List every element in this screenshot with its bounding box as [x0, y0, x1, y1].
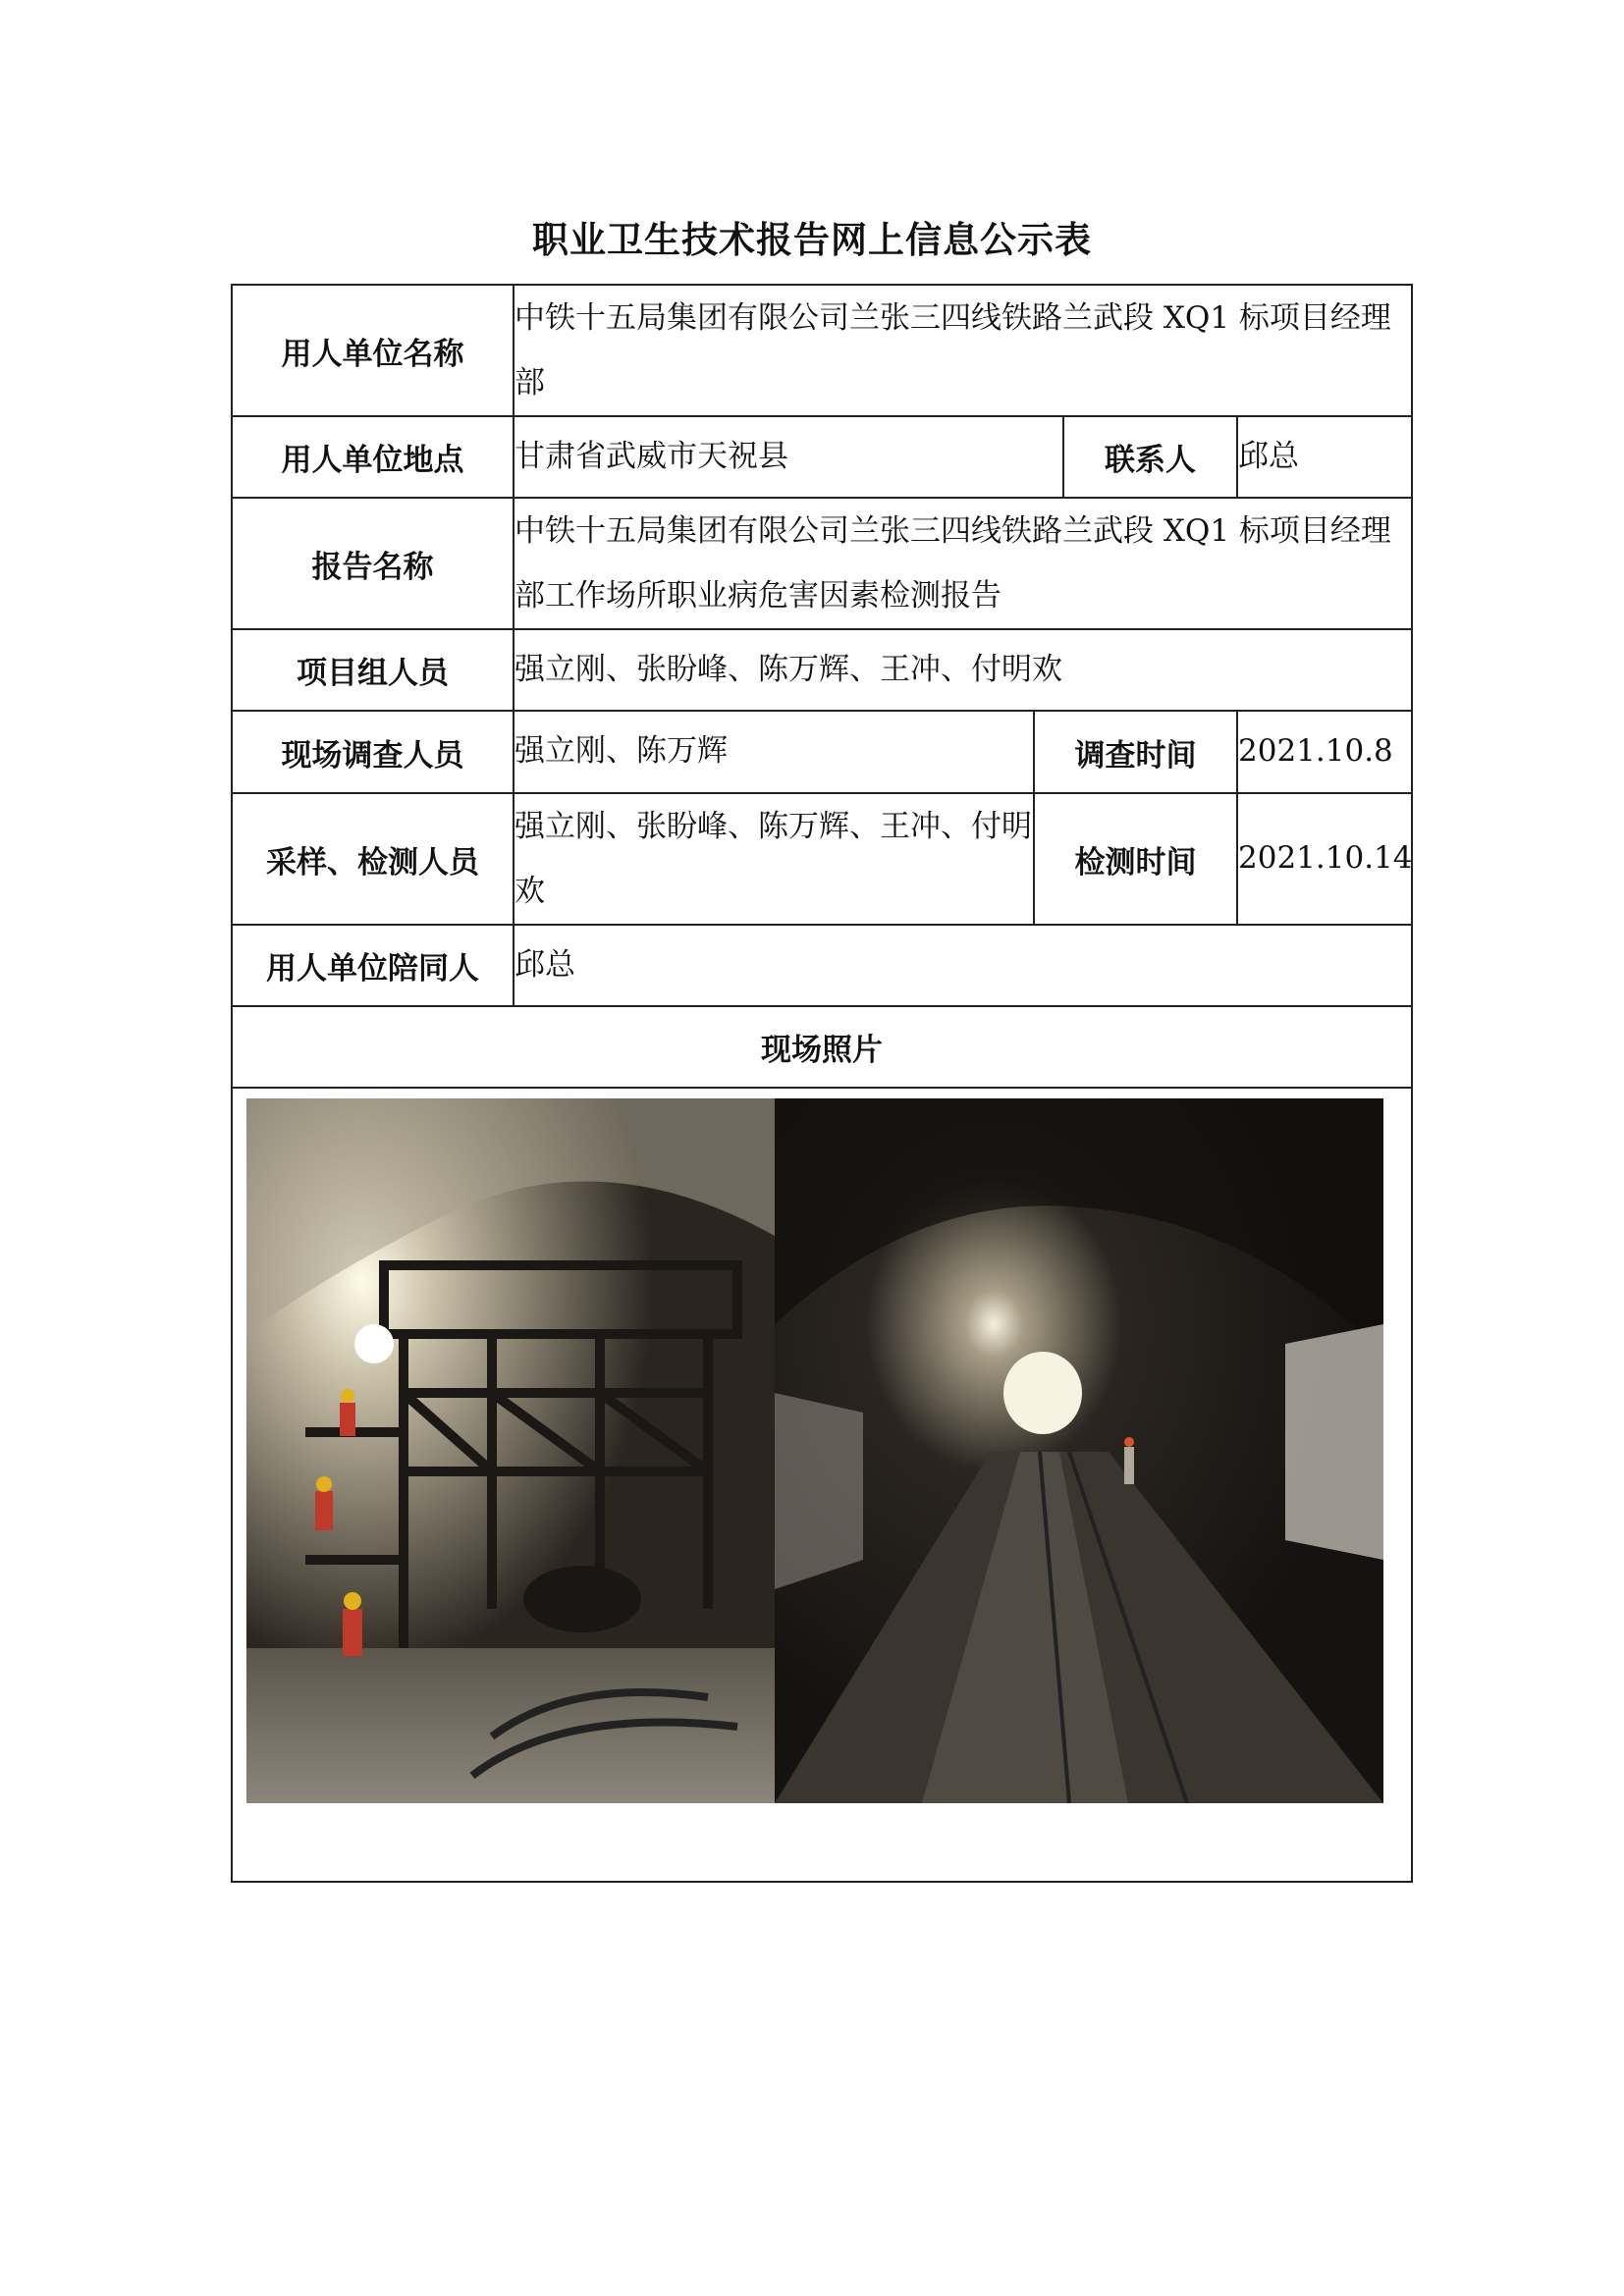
project-members-label: 项目组人员: [232, 629, 514, 711]
contact-value: 邱总: [1237, 416, 1412, 498]
testing-time-label: 检测时间: [1034, 793, 1237, 925]
contact-label: 联系人: [1063, 416, 1237, 498]
employer-address-value: 甘肃省武威市天祝县: [514, 416, 1063, 498]
row-escort: [232, 925, 1412, 1006]
escort-value: 邱总: [514, 925, 1412, 1006]
testing-time-value: 2021.10.14: [1237, 793, 1412, 925]
sampling-staff-label: 采样、检测人员: [232, 793, 514, 925]
row-survey: [232, 711, 1412, 793]
row-employer-address: [232, 416, 1412, 498]
site-photo-tunnel-track: [775, 1098, 1383, 1803]
document-title: 职业卫生技术报告网上信息公示表: [532, 219, 1092, 261]
disclosure-table: [231, 284, 1413, 1883]
row-sampling: [232, 793, 1412, 925]
report-name-label: 报告名称: [232, 498, 514, 629]
site-photo-tunnel-trolley: [246, 1098, 775, 1803]
survey-staff-label: 现场调查人员: [232, 711, 514, 793]
sampling-staff-value: 强立刚、张盼峰、陈万辉、王冲、付明欢: [514, 793, 1034, 925]
row-report-name: [232, 498, 1412, 629]
row-photos-header: [232, 1006, 1412, 1088]
row-project-members: [232, 629, 1412, 711]
employer-name-value: 中铁十五局集团有限公司兰张三四线铁路兰武段 XQ1 标项目经理部: [514, 285, 1412, 416]
survey-time-label: 调查时间: [1034, 711, 1237, 793]
survey-staff-value: 强立刚、陈万辉: [514, 711, 1034, 793]
report-name-value: 中铁十五局集团有限公司兰张三四线铁路兰武段 XQ1 标项目经理部工作场所职业病危害因素检测报告: [514, 498, 1412, 629]
escort-label: 用人单位陪同人: [232, 925, 514, 1006]
employer-name-label: 用人单位名称: [232, 285, 514, 416]
project-members-value: 强立刚、张盼峰、陈万辉、王冲、付明欢: [514, 629, 1412, 711]
survey-time-value: 2021.10.8: [1237, 711, 1412, 793]
row-photos: [232, 1088, 1412, 1882]
row-employer-name: [232, 285, 1412, 416]
site-photos-heading: 现场照片: [232, 1006, 1412, 1088]
site-photos-cell: [232, 1088, 1412, 1882]
employer-address-label: 用人单位地点: [232, 416, 514, 498]
